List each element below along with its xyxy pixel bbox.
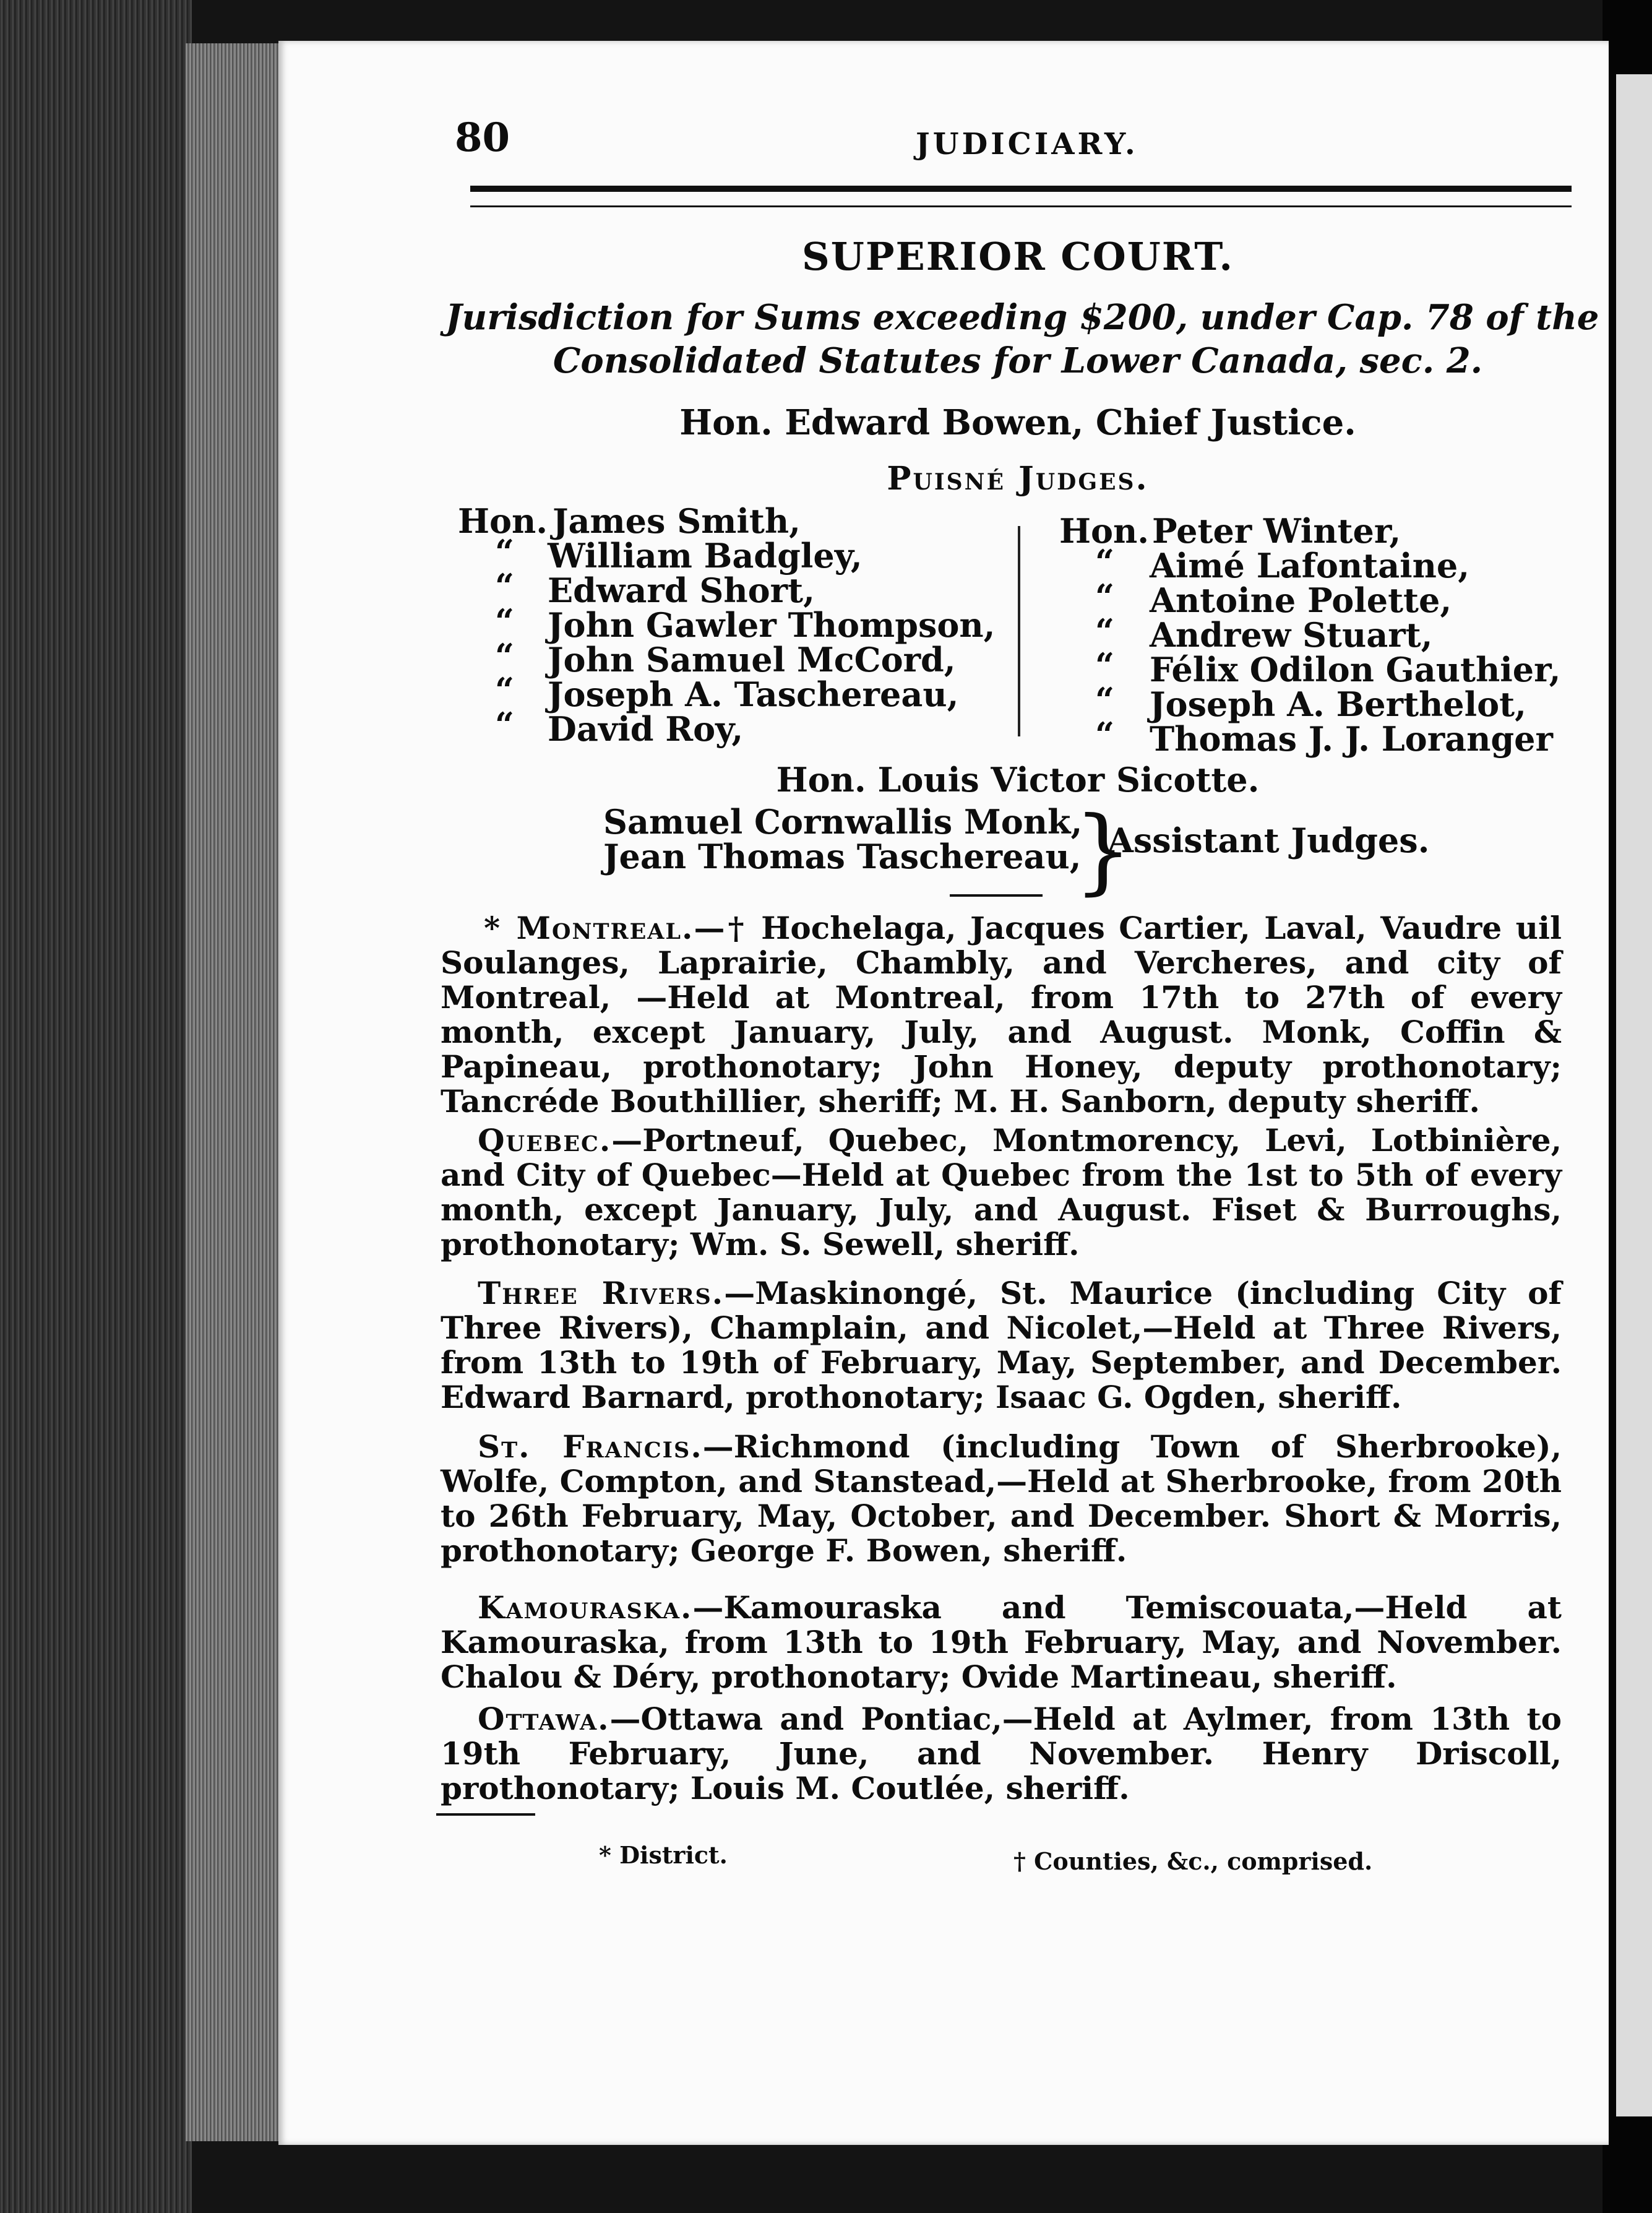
district-paragraph-kamouraska: [441, 1590, 1562, 1694]
footnote-counties: † Counties, &c., comprised.: [1013, 1847, 1373, 1875]
header-rule-thick: [470, 186, 1572, 192]
judge-name: Edward Short,: [548, 571, 815, 610]
assistant-judge-name: Jean Thomas Taschereau,: [603, 837, 1082, 876]
assistant-judge-name: Samuel Cornwallis Monk,: [603, 802, 1083, 842]
judge-name: Joseph A. Berthelot,: [1150, 684, 1526, 724]
page-number: 80: [455, 114, 510, 161]
column-divider: [1018, 526, 1020, 736]
judge-prefix: “: [1095, 542, 1115, 582]
district-paragraph-st-francis: [441, 1430, 1562, 1568]
extra-judge: Hon. Louis Victor Sicotte.: [776, 760, 1260, 800]
judge-prefix: “: [1095, 645, 1115, 685]
judge-name: Joseph A. Taschereau,: [548, 675, 959, 714]
judge-name: David Roy,: [548, 709, 744, 749]
footnote-district: * District.: [599, 1841, 728, 1869]
judge-prefix: “: [1095, 680, 1115, 720]
district-name: Quebec.: [478, 1122, 612, 1158]
judge-prefix: “: [495, 532, 515, 572]
judge-prefix: “: [495, 636, 515, 676]
judge-name: Thomas J. J. Loranger: [1150, 719, 1553, 759]
district-name: * Montreal.: [484, 910, 694, 946]
chief-justice: Hon. Edward Bowen, Chief Justice.: [679, 402, 1356, 443]
district-details: —Maskinongé, St. Maurice (including City of Three Rivers), Champlain, and Nicolet,—Held at Three Rivers, from 13th to 19th of February, May, September, and December. Edward Barnard, prothonotary; Isaac G. Ogden, sheriff.: [441, 1275, 1562, 1415]
district-paragraph-three-rivers: [441, 1276, 1562, 1415]
facing-page-edge: [1616, 74, 1652, 2116]
district-paragraph-quebec: [441, 1123, 1562, 1262]
judge-name: Félix Odilon Gauthier,: [1150, 650, 1561, 689]
district-name: Three Rivers.: [478, 1275, 725, 1311]
district-paragraph-ottawa: [441, 1702, 1562, 1806]
judge-name: William Badgley,: [548, 536, 863, 576]
judge-name: Aimé Lafontaine,: [1150, 546, 1470, 585]
brace-glyph: }: [1073, 797, 1133, 905]
district-paragraph-montreal: [441, 911, 1562, 1119]
judge-prefix: “: [1095, 715, 1115, 754]
header-rule-thin: [470, 205, 1572, 207]
court-title: SUPERIOR COURT.: [802, 234, 1234, 279]
judge-prefix: “: [495, 705, 515, 744]
district-name: St. Francis.: [478, 1428, 703, 1465]
judge-name: Peter Winter,: [1152, 511, 1401, 551]
judge-prefix: “: [1095, 577, 1115, 616]
section-separator: [950, 894, 1043, 897]
district-details: —Ottawa and Pontiac,—Held at Aylmer, from 13th to 19th February, June, and November. Henry Driscoll, prothonotary; Louis M. Coutlée, sheriff.: [441, 1701, 1562, 1806]
assistant-judges-label: Assistant Judges.: [1108, 821, 1430, 860]
jurisdiction-line-2: Consolidated Statutes for Lower Canada, sec. 2.: [553, 340, 1483, 381]
footnote-rule: [436, 1813, 535, 1816]
judge-name: James Smith,: [553, 501, 801, 541]
judge-name: Antoine Polette,: [1150, 580, 1452, 620]
judge-prefix: “: [495, 670, 515, 710]
judge-name: John Gawler Thompson,: [548, 605, 996, 645]
district-name: Kamouraska.: [478, 1589, 693, 1626]
district-details: —Richmond (including Town of Sherbrooke), Wolfe, Compton, and Stanstead,—Held at Sherbrooke, from 20th to 26th February, May, October, and December. Short & Morris, prothonotary; George F. Bowen, sheriff.: [441, 1428, 1562, 1569]
judge-prefix: Hon.: [1059, 511, 1150, 551]
judge-prefix: Hon.: [458, 501, 548, 541]
judge-prefix: “: [495, 566, 515, 606]
book-binding-left: [0, 0, 192, 2213]
judge-prefix: “: [495, 602, 515, 641]
district-details: —Portneuf, Quebec, Montmorency, Levi, Lotbinière, and City of Quebec—Held at Quebec from the 1st to 5th of every month, except January, July, and August. Fiset & Burroughs, prothonotary; Wm. S. Sewell, sheriff.: [441, 1122, 1562, 1262]
judge-name: Andrew Stuart,: [1150, 615, 1433, 655]
running-head: JUDICIARY.: [916, 127, 1138, 162]
district-name: Ottawa.: [478, 1701, 610, 1737]
judge-prefix: “: [1095, 611, 1115, 651]
puisne-judges-heading: Puisné Judges.: [887, 460, 1149, 498]
judge-name: John Samuel McCord,: [548, 640, 956, 679]
jurisdiction-line-1: Jurisdiction for Sums exceeding $200, under Cap. 78 of the: [445, 297, 1599, 338]
district-details: —Kamouraska and Temiscouata,—Held at Kamouraska, from 13th to 19th February, May, and November. Chalou & Déry, prothonotary; Ovide Martineau, sheriff.: [441, 1589, 1562, 1695]
district-details: —† Hochelaga, Jacques Cartier, Laval, Vaudre uil Soulanges, Laprairie, Chambly, and Vercheres, and city of Montreal, —Held at Montreal, from 17th to 27th of every month, except January, July, and August. Monk, Coffin & Papineau, prothonotary; John Honey, deputy prothonotary; Tancréde Bouthillier, sheriff; M. H. Sanborn, deputy sheriff.: [441, 910, 1562, 1119]
